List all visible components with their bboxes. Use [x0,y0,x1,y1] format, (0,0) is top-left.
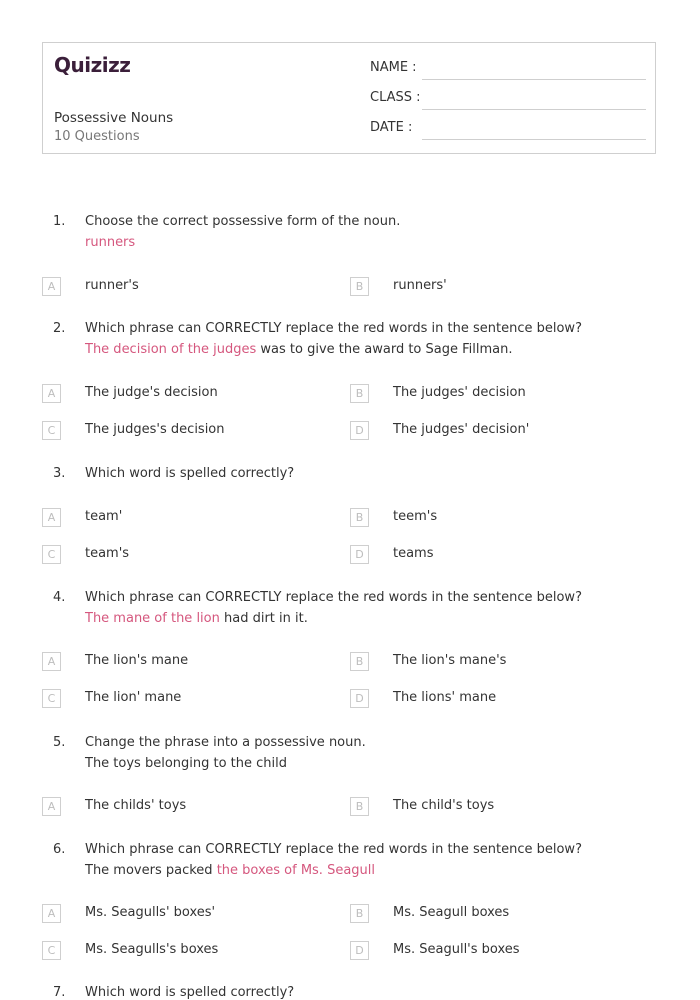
option-text: The childs' toys [85,798,187,813]
worksheet-title: Possessive Nouns [54,110,174,126]
question-subtext [85,235,135,250]
name-field[interactable] [370,58,646,80]
question-subtext [85,863,375,878]
option-letter-box: C [42,421,61,440]
highlighted-words: The mane of the lion [85,611,220,626]
option-text: runners' [393,278,447,293]
option-text: The lion' mane [85,690,182,705]
date-line[interactable] [422,139,646,140]
question-number: 2. [53,321,66,336]
option-text: runner's [85,278,139,293]
option-text: Ms. Seagull's boxes [393,942,520,957]
option-letter-box: C [42,545,61,564]
option-letter-box: A [42,652,61,671]
date-label: DATE : [370,120,413,135]
option-letter-box: C [42,689,61,708]
option-letter-box: B [350,384,369,403]
class-label: CLASS : [370,90,421,105]
option-text: The lion's mane's [393,653,507,668]
sentence-start: The movers packed [85,863,217,878]
question-subtext [85,342,513,357]
option-letter-box: D [350,545,369,564]
question-subtext: The toys belonging to the child [85,756,288,771]
option-letter-box: D [350,689,369,708]
option-text: The lion's mane [85,653,189,668]
highlighted-words: runners [85,235,136,250]
option-text: The judges' decision [393,385,526,400]
option-text: teams [393,546,434,561]
question-text: Which word is spelled correctly? [85,466,295,481]
name-line[interactable] [422,79,646,80]
option-letter-box: B [350,652,369,671]
option-text: Ms. Seagull boxes [393,905,510,920]
question-count: 10 Questions [54,129,140,144]
question-text: Which word is spelled correctly? [85,985,295,1000]
option-text: The judge's decision [85,385,218,400]
option-letter-box: C [42,941,61,960]
option-text: The lions' mane [393,690,497,705]
date-field[interactable] [370,118,646,140]
question-number: 1. [53,214,66,229]
question-number: 6. [53,842,66,857]
option-text: Ms. Seagulls' boxes' [85,905,216,920]
option-letter-box: B [350,797,369,816]
class-field[interactable] [370,88,646,110]
question-number: 4. [53,590,66,605]
option-letter-box: A [42,277,61,296]
option-letter-box: B [350,277,369,296]
option-text: Ms. Seagulls's boxes [85,942,219,957]
option-letter-box: A [42,508,61,527]
class-line[interactable] [422,109,646,110]
option-text: The judges's decision [85,422,225,437]
question-text: Change the phrase into a possessive noun. [85,735,366,750]
option-text: The judges' decision' [393,422,530,437]
sentence-rest: had dirt in it. [219,611,308,626]
option-letter-box: A [42,384,61,403]
question-number: 5. [53,735,66,750]
question-text: Which phrase can CORRECTLY replace the red words in the sentence below? [85,590,582,605]
worksheet-header [42,42,656,154]
question-text: Choose the correct possessive form of the noun. [85,214,401,229]
question-number: 7. [53,985,66,1000]
quizizz-logo: Quizizz [54,53,131,77]
name-label: NAME : [370,60,417,75]
option-letter-box: D [350,421,369,440]
option-letter-box: D [350,941,369,960]
option-letter-box: A [42,904,61,923]
option-text: teem's [393,509,438,524]
option-letter-box: B [350,508,369,527]
highlighted-words: the boxes of Ms. Seagull [216,863,376,878]
question-subtext [85,611,308,626]
option-letter-box: A [42,797,61,816]
option-text: team's [85,546,130,561]
question-number: 3. [53,466,66,481]
option-letter-box: B [350,904,369,923]
highlighted-words: The decision of the judges [85,342,257,357]
sentence-rest: was to give the award to Sage Fillman. [256,342,513,357]
option-text: The child's toys [393,798,495,813]
question-text: Which phrase can CORRECTLY replace the red words in the sentence below? [85,321,582,336]
option-text: team' [85,509,123,524]
question-text: Which phrase can CORRECTLY replace the red words in the sentence below? [85,842,582,857]
